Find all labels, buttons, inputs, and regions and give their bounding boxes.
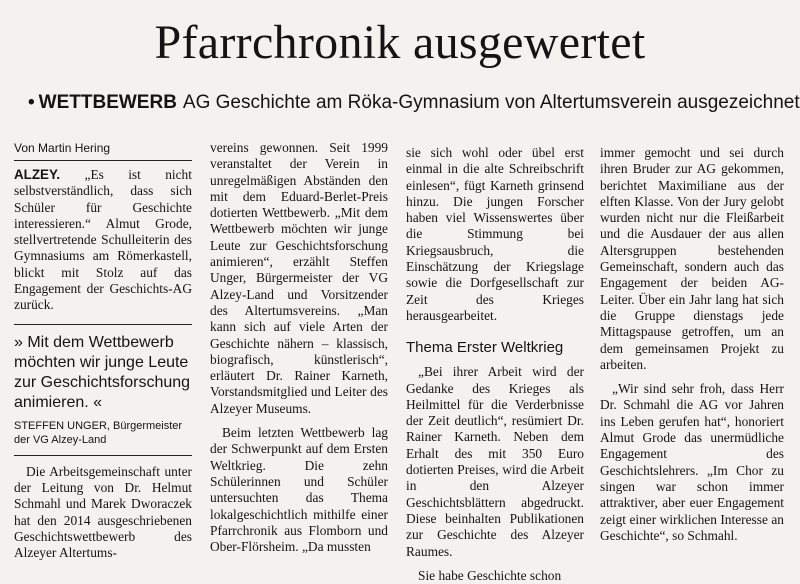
paragraph: „Bei ihrer Arbeit wird der Gedanke des Krieges als Heilmittel für die Verderbnisse der Zeit deutlich“, resümiert Dr. Rainer Karneth. Neben dem Erhalt des mit 350 Euro dotierten Preises, wird die Arbeit in den Alzeyer Geschichtsblättern abgedruckt. Diese beinhalten Publikationen zur Geschichte des Alzeyer Raumes. [406,364,584,559]
subheadline: AG Geschichte am Röka-Gymnasium von Altertumsverein ausgezeichnet [182,92,800,113]
column-1 [14,140,192,561]
paragraph-text: „Es ist nicht selbstverständlich, dass sich Schüler für Geschichte interessieren.“ Almut Grode, stellvertretende Schulleiterin des Gymnasiums am Römerkastell, blickt mit Stolz auf das Engagement der Geschichts-AG zurück. [14,167,192,313]
subheadline-row [28,91,800,115]
dateline: ALZEY. [14,167,61,182]
column-3 [406,145,584,584]
pull-quote: » Mit dem Wettbewerb möchten wir junge Leute zur Geschichtsforschung animieren. « [14,333,191,411]
paragraph [14,167,192,314]
kicker-bullet: • [28,92,35,113]
pull-quote-attribution: STEFFEN UNGER, Bürgermeister der VG Alzey-Land [14,419,183,446]
paragraph: Die Arbeitsgemeinschaft unter der Leitung von Dr. Helmut Schmahl und Marek Dworaczek hat den 2014 ausgeschriebenen Geschichtswettbewerb des Alzeyer Altertums- [14,463,192,561]
pull-quote-box [14,324,192,456]
column-2 [210,140,388,555]
paragraph: „Wir sind sehr froh, dass Herr Dr. Schmahl die AG vor Jahren ins Leben gerufen hat“, honoriert Almut Grode das unermüdliche Engagement des Geschichtslehrers. „Im Chor zu singen war schon immer attraktiver, aber euer Engagement zeigt einer wirklichen Interesse an Geschichte“, so Schmahl. [600,381,784,543]
section-heading: Thema Erster Weltkrieg [406,339,564,357]
paragraph: vereins gewonnen. Seit 1999 veranstaltet der Verein in unregelmäßigen Abständen den mit dem Eduard-Berlet-Preis dotierten Wettbewerb. „Mit dem Wettbewerb möchten wir junge Leute zur Geschichtsforschung animieren“, erzählt Steffen Unger, Bürgermeister der VG Alzey-Land und Vorsitzender des Altertumsvereins. „Man kann sich auf viele Arten der Geschichte nähern – klassisch, biografisch, künstlerisch“, erläutert Dr. Rainer Karneth, Vorstandsmitglied und Leiter des Alzeyer Museums. [210,140,388,416]
headline: Pfarrchronik ausgewertet [154,16,646,69]
paragraph: Beim letzten Wettbewerb lag der Schwerpunkt auf dem Ersten Weltkrieg. Die zehn Schülerinnen und Schüler untersuchten das Thema lokalgeschichtlich mithilfe einer Pfarrchronik aus Flomborn und Ober-Flörsheim. „Da mussten [210,425,388,555]
paragraph: sie sich wohl oder übel erst einmal in die alte Schreibschrift einlesen“, fügt Karneth grinsend hinzu. Die jungen Forscher haben viel Wissenswertes über die Stimmung bei Kriegsausbruch, die Einschätzung der Kriegslage sowie die Dorfgesellschaft zur Zeit des Krieges herausgearbeitet. [406,145,584,323]
paragraph: Sie habe Geschichte schon [418,567,562,583]
byline: Von Martin Hering [14,140,192,161]
column-4 [600,145,784,544]
paragraph: immer gemocht und sei durch ihren Bruder zur AG gekommen, berichtet Maximiliane aus der elften Klasse. Von der Jury gelobt wurden nicht nur die Fleißarbeit und die Ausdauer der aus allen Altersgruppen bestehenden Gemeinschaft, sondern auch das Engagement der beiden AG-Leiter. Über ein Jahr lang hat sich die Gruppe dienstags jede Mittagspause getroffen, um an dem gemeinsamen Projekt zu arbeiten. [600,145,784,372]
kicker: WETTBEWERB [38,92,177,113]
